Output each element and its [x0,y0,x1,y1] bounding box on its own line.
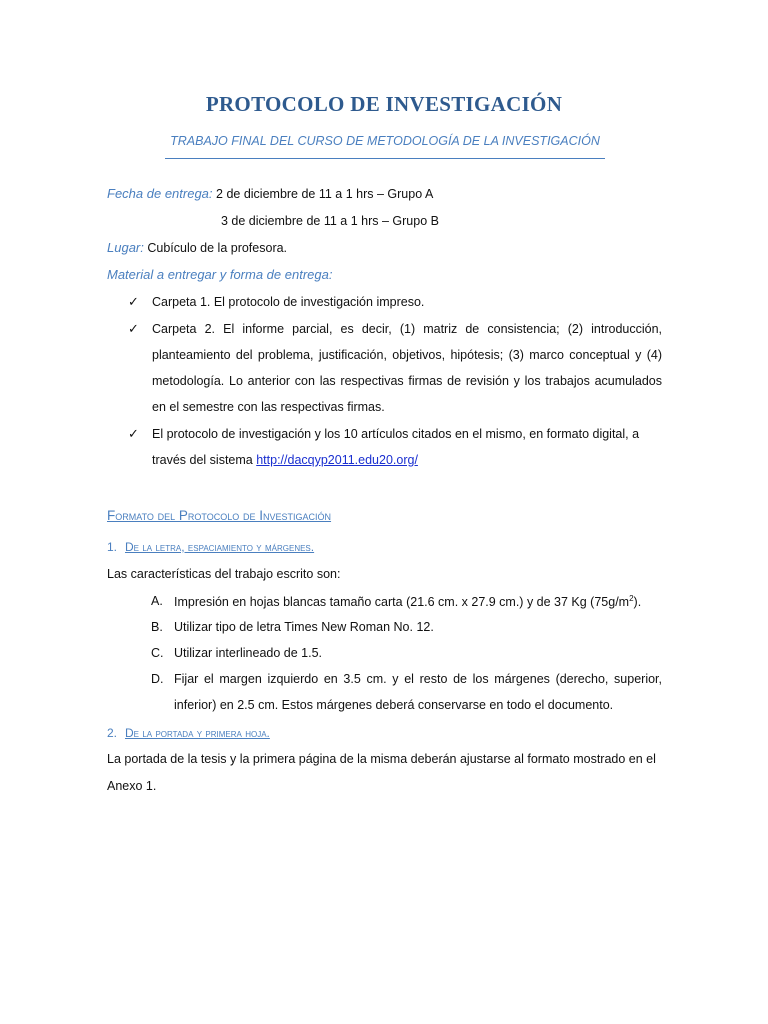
checkmark-icon: ✓ [128,321,139,336]
delivery-line-1 [107,186,433,202]
list-item-c: Utilizar interlineado de 1.5. [174,646,322,660]
delivery-label: Fecha de entrega: [107,186,213,201]
checkmark-icon: ✓ [128,294,139,309]
list-item-letter: C. [151,646,164,660]
checklist-item-3 [152,421,662,473]
checkmark-icon: ✓ [128,426,139,441]
subsection-2-title: De la portada y primera hoja. [125,726,270,740]
checklist-item-2: Carpeta 2. El informe parcial, es decir, (1) matriz de consistencia; (2) introducción, planteamiento del problema, justificación, objetivos, hipótesis; (3) marco conceptual y (4) metodología. Lo anterior con las respectivas firmas de revisión y los trabajos acumulados en el semestre con las respectivas firmas. [152,322,662,414]
list-item-letter: D. [151,672,164,686]
subsection-1-number: 1. [107,540,118,554]
list-item-b: Utilizar tipo de letra Times New Roman No. 12. [174,620,434,634]
subsection-1-intro: Las características del trabajo escrito son: [107,567,341,581]
place-value: Cubículo de la profesora. [147,241,288,255]
document-title: PROTOCOLO DE INVESTIGACIÓN [205,92,563,116]
superscript: 2 [629,594,634,603]
material-label: Material a entregar y forma de entrega: [107,267,333,282]
delivery-group-b: 3 de diciembre de 11 a 1 hrs – Grupo B [221,214,439,228]
subsection-2-number: 2. [107,726,118,740]
list-item-a-after: ). [633,595,642,610]
place-line [107,240,287,256]
checklist-item-1: Carpeta 1. El protocolo de investigación impreso. [152,295,425,309]
place-label: Lugar: [107,240,144,255]
list-item-a [174,594,641,609]
system-link[interactable]: http://dacqyp2011.edu20.org/ [256,453,418,467]
section-title: Formato del Protocolo de Investigación [107,508,332,523]
subsection-1-heading [107,540,314,554]
list-item-letter: A. [151,594,163,608]
subsection-2-text: La portada de la tesis y la primera página de la misma deberán ajustarse al formato mostrado en el Anexo 1. [107,752,656,793]
list-item-d: Fijar el margen izquierdo en 3.5 cm. y el resto de los márgenes (derecho, superior, inferior) en 2.5 cm. Estos márgenes deberá conservarse en todo el documento. [174,672,662,712]
list-item-a-text: Impresión en hojas blancas tamaño carta (21.6 cm. x 27.9 cm.) y de 37 Kg (75g/m [174,595,630,610]
subsection-2-heading [107,726,270,740]
checklist-item-3-text: El protocolo de investigación y los 10 artículos citados en el mismo, en formato digital, a través del sistema [152,427,640,467]
list-item-letter: B. [151,620,163,634]
delivery-group-a: 2 de diciembre de 11 a 1 hrs – Grupo A [216,187,434,201]
subsection-1-title: De la letra, espaciamiento y márgenes. [125,540,315,554]
document-subtitle: TRABAJO FINAL DEL CURSO DE METODOLOGÍA DE LA INVESTIGACIÓN [165,134,605,159]
